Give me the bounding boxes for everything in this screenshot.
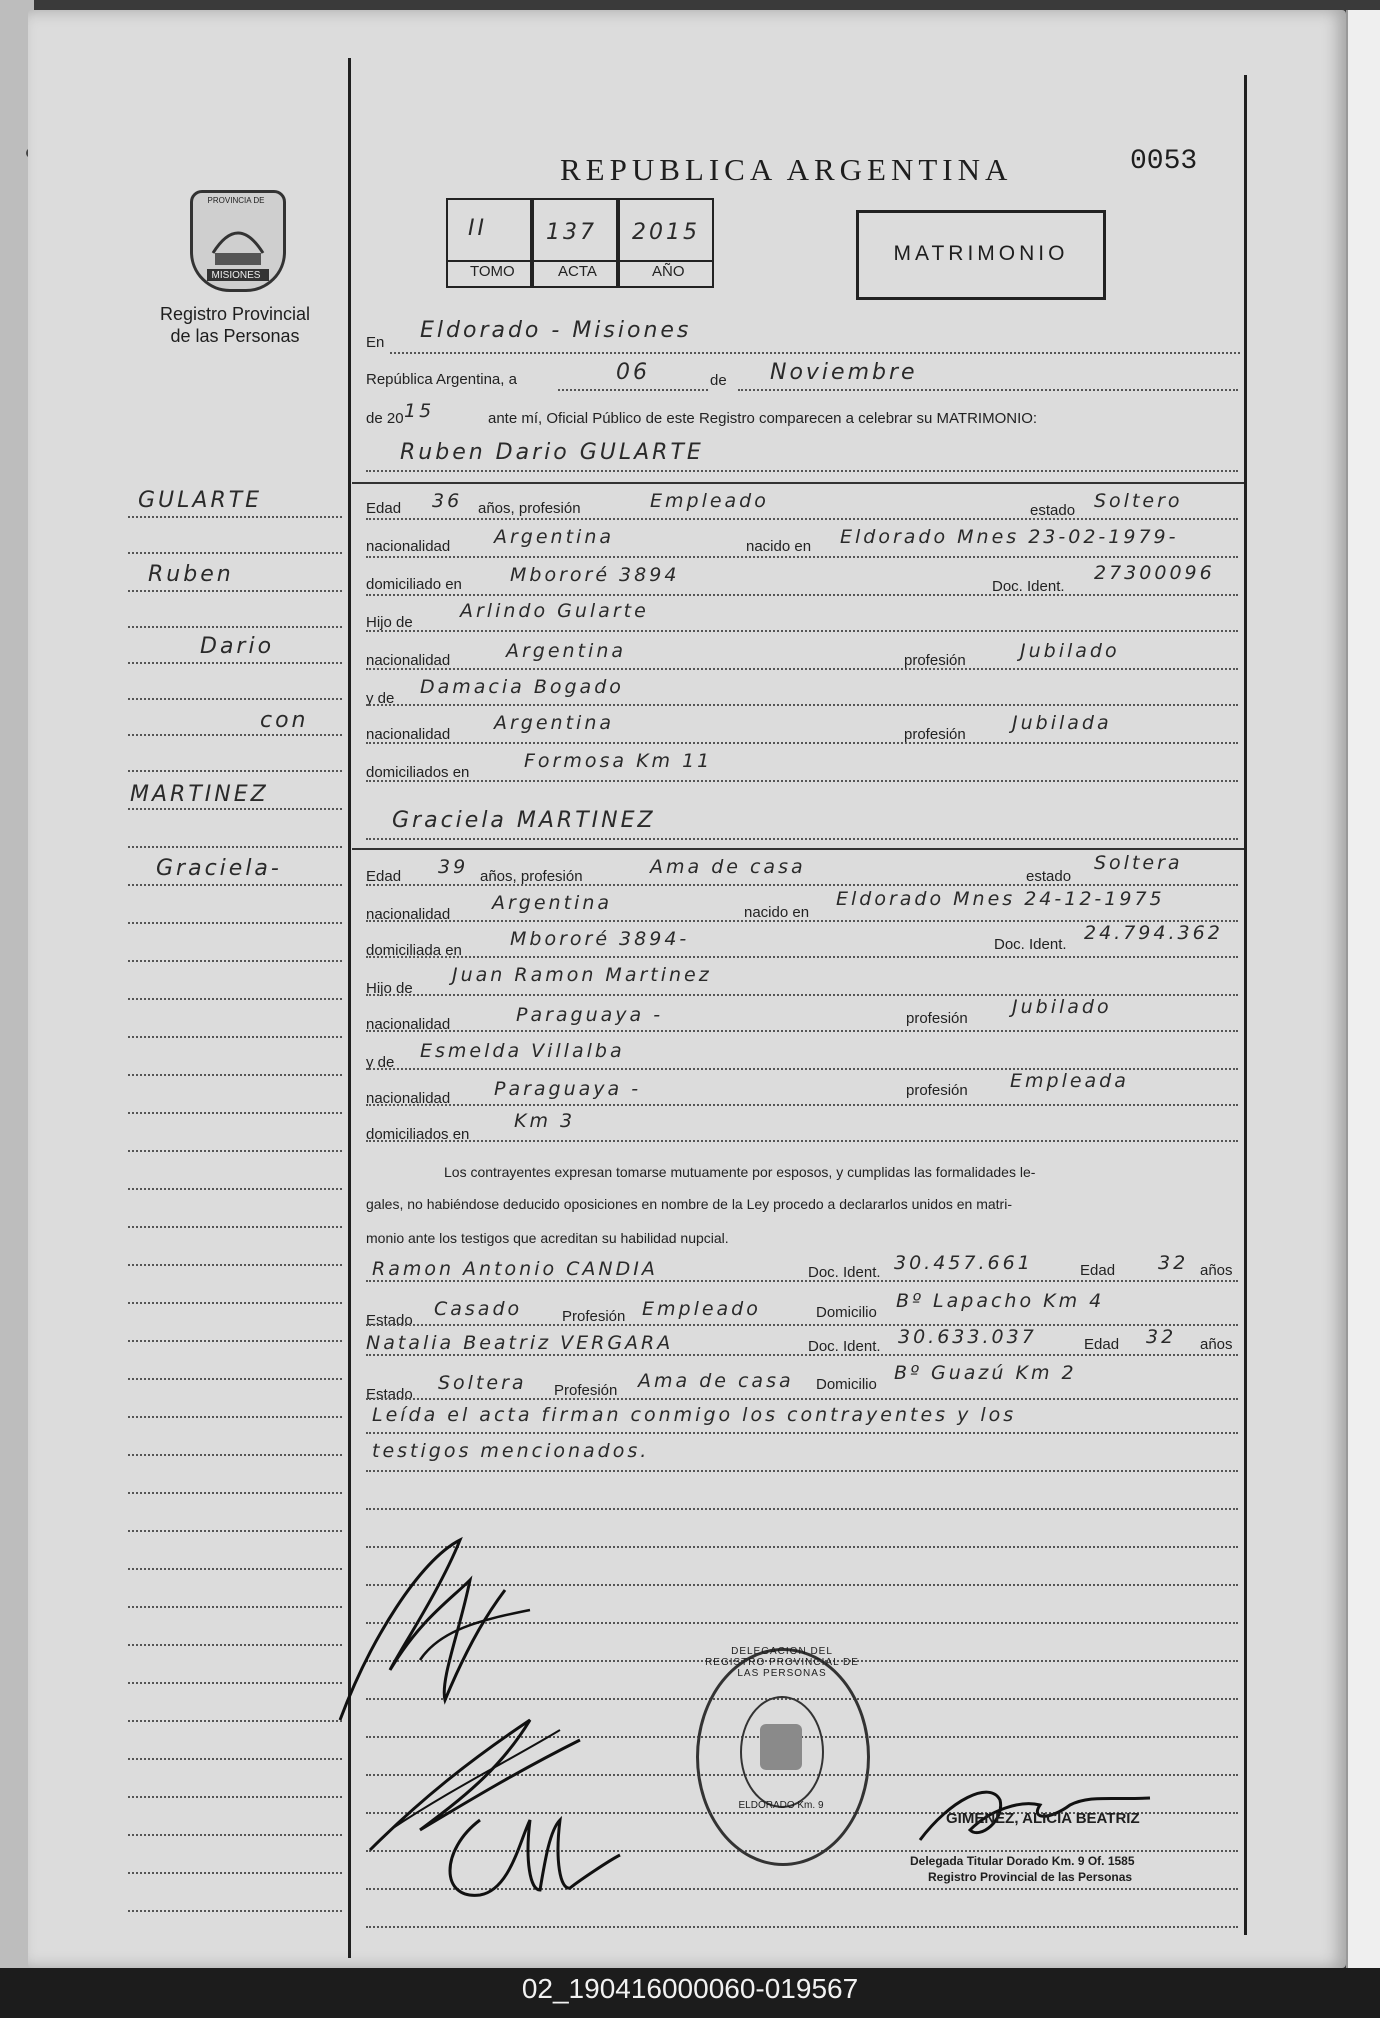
bride-madre-prof-label: profesión (906, 1082, 968, 1099)
seal-inner-text: ELDORADO Km. 9 (738, 1800, 824, 1811)
witness-2-profesion: Ama de casa (638, 1370, 794, 1392)
witness-2-doc: 30.633.037 (898, 1326, 1037, 1348)
witness-1-profesion: Empleado (642, 1298, 761, 1320)
bride-yde-label: y de (366, 1054, 395, 1071)
margin-note-1: GULARTE (138, 488, 263, 513)
signature-witness-1 (420, 1800, 640, 1910)
groom-padre-prof-label: profesión (904, 652, 966, 669)
bride-dom-label: domiciliada en (366, 942, 462, 959)
groom-padre-nac-label: nacionalidad (366, 652, 451, 669)
bride-estado-label: estado (1026, 868, 1072, 885)
groom-domicilio: Mbororé 3894 (510, 564, 680, 586)
groom-nac-label: nacionalidad (366, 538, 451, 555)
bride-padres-dom: Km 3 (514, 1110, 576, 1132)
groom-edad: 36 (432, 490, 463, 512)
witness-1-estado: Casado (434, 1298, 523, 1320)
country-title: REPUBLICA ARGENTINA (560, 152, 1013, 187)
margin-note-3: Dario (200, 634, 275, 659)
groom-padres-dom: Formosa Km 11 (524, 750, 713, 772)
bride-padre-nac: Paraguaya - (516, 1004, 664, 1026)
republica-label: República Argentina, a (366, 371, 517, 388)
day: 06 (616, 360, 650, 385)
bride-edad: 39 (438, 856, 469, 878)
tomo-label: TOMO (470, 263, 515, 280)
year-suffix: 15 (404, 400, 435, 422)
groom-estado: Soltero (1094, 490, 1183, 512)
bride-name: Graciela MARTINEZ (392, 808, 656, 833)
official-role: Delegada Titular Dorado Km. 9 Of. 1585 (910, 1854, 1135, 1868)
groom-profesion-label: años, profesión (478, 500, 581, 517)
month: Noviembre (770, 360, 918, 385)
groom-edad-label: Edad (366, 500, 402, 517)
bride-madre-nac-label: nacionalidad (366, 1090, 451, 1107)
groom-madre-prof: Jubilada (1012, 712, 1112, 734)
closing-line-1: Leída el acta firman conmigo los contrayentes y los (372, 1404, 1017, 1426)
ante-text: ante mí, Oficial Público de este Registro comparecen a celebrar su MATRIMONIO: (488, 410, 1038, 427)
margin-note-6: Graciela- (156, 856, 282, 881)
en-label: En (366, 334, 385, 351)
witness-2-domicilio-label: Domicilio (816, 1376, 877, 1393)
groom-madre-nac-label: nacionalidad (366, 726, 451, 743)
page-edges (1346, 10, 1380, 1968)
witness-1-estado-label: Estado (366, 1312, 413, 1329)
witness-1-edad: 32 (1158, 1252, 1189, 1274)
image-id: 02_190416000060-019567 (521, 1973, 859, 2004)
groom-padre-prof: Jubilado (1020, 640, 1120, 662)
witness-2-doc-label: Doc. Ident. (808, 1338, 881, 1355)
groom-padre-nac: Argentina (506, 640, 627, 662)
witness-2-profesion-label: Profesión (554, 1382, 618, 1399)
groom-nacido: Eldorado Mnes 23-02-1979- (840, 526, 1179, 548)
witness-1-domicilio: Bº Lapacho Km 4 (896, 1290, 1105, 1312)
witness-1-profesion-label: Profesión (562, 1308, 626, 1325)
groom-yde-label: y de (366, 690, 395, 707)
witness-2-domicilio: Bº Guazú Km 2 (894, 1362, 1077, 1384)
right-column-rule (1244, 75, 1247, 1935)
witness-1-edad-label: Edad (1080, 1262, 1116, 1279)
groom-hijo-label: Hijo de (366, 614, 413, 631)
groom-madre: Damacia Bogado (420, 676, 624, 698)
margin-note-5: MARTINEZ (130, 782, 269, 807)
witness-1-name: Ramon Antonio CANDIA (372, 1258, 658, 1280)
groom-name: Ruben Dario GULARTE (400, 440, 704, 465)
formula-line-2: gales, no habiéndose deducido oposiciones en nombre de la Ley procedo a declararlos unidos en matri- (366, 1196, 1012, 1212)
witness-2-edad-label: Edad (1084, 1336, 1120, 1353)
official-institution: Registro Provincial de las Personas (928, 1870, 1133, 1884)
de20-label: de 20 (366, 410, 404, 427)
seal-ring-text: DELEGACION DEL REGISTRO PROVINCIAL DE LAS PERSONAS (705, 1646, 859, 1679)
groom-padres-dom-label: domiciliados en (366, 764, 470, 781)
witness-1-doc-label: Doc. Ident. (808, 1264, 881, 1281)
groom-padre: Arlindo Gularte (460, 600, 649, 622)
bride-doc-label: Doc. Ident. (994, 936, 1067, 953)
acta-value: 137 (546, 220, 597, 245)
groom-doc-label: Doc. Ident. (992, 578, 1065, 595)
bride-padre: Juan Ramon Martinez (452, 964, 712, 986)
witness-2-name: Natalia Beatriz VERGARA (366, 1332, 674, 1354)
seal-emblem (760, 1724, 802, 1770)
groom-nac: Argentina (494, 526, 615, 548)
de-label: de (710, 372, 727, 389)
bride-doc: 24.794.362 (1084, 922, 1223, 944)
bride-madre-prof: Empleada (1010, 1070, 1129, 1092)
bride-profesion: Ama de casa (650, 856, 806, 878)
margin-note-2: Ruben (148, 562, 234, 587)
bride-padre-prof-label: profesión (906, 1010, 968, 1027)
emblem-bottom-text: MISIONES (211, 270, 261, 281)
witness-1-domicilio-label: Domicilio (816, 1304, 877, 1321)
place: Eldorado - Misiones (420, 318, 692, 343)
witness-1-doc: 30.457.661 (894, 1252, 1033, 1274)
section-divider (352, 848, 1244, 850)
emblem-top-text: PROVINCIA DE (207, 196, 265, 205)
bride-nacido: Eldorado Mnes 24-12-1975 (836, 888, 1165, 910)
tomo-value: II (468, 216, 487, 241)
bride-madre: Esmelda Villalba (420, 1040, 625, 1062)
groom-madre-nac: Argentina (494, 712, 615, 734)
bride-padre-nac-label: nacionalidad (366, 1016, 451, 1033)
margin-note-4: con (260, 708, 309, 733)
registry-name-1: Registro Provincial (159, 304, 311, 324)
witness-2-anos-label: años (1200, 1336, 1233, 1353)
place-line (390, 352, 1240, 354)
groom-dom-label: domiciliado en (366, 576, 462, 593)
groom-doc: 27300096 (1094, 562, 1215, 584)
bride-madre-nac: Paraguaya - (494, 1078, 642, 1100)
official-name: GIMENEZ, ALICIA BEATRIZ (946, 1810, 1140, 1827)
groom-estado-label: estado (1030, 502, 1076, 519)
groom-nacido-label: nacido en (746, 538, 812, 555)
section-divider (352, 482, 1244, 484)
ano-value: 2015 (632, 220, 700, 245)
bride-edad-label: Edad (366, 868, 402, 885)
acta-label: ACTA (558, 263, 597, 280)
folio-number: 0053 (1130, 146, 1198, 177)
formula-line-3: monio ante los testigos que acreditan su habilidad nupcial. (366, 1230, 729, 1246)
bride-hijo-label: Hijo de (366, 980, 413, 997)
bride-domicilio: Mbororé 3894- (510, 928, 690, 950)
witness-2-estado-label: Estado (366, 1386, 413, 1403)
registry-name-2: de las Personas (170, 326, 300, 346)
witness-1-anos-label: años (1200, 1262, 1233, 1279)
groom-madre-prof-label: profesión (904, 726, 966, 743)
ano-label: AÑO (652, 263, 685, 280)
bride-estado: Soltera (1094, 852, 1183, 874)
witness-2-estado: Soltera (438, 1372, 527, 1394)
bride-nac: Argentina (492, 892, 613, 914)
witness-2-edad: 32 (1146, 1326, 1177, 1348)
closing-line-2: testigos mencionados. (372, 1440, 650, 1462)
bride-nac-label: nacionalidad (366, 906, 451, 923)
groom-profesion: Empleado (650, 490, 769, 512)
bride-padre-prof: Jubilado (1012, 996, 1112, 1018)
act-type: MATRIMONIO (893, 242, 1069, 265)
bride-padres-dom-label: domiciliados en (366, 1126, 470, 1143)
bride-nacido-label: nacido en (744, 904, 810, 921)
formula-line-1: Los contrayentes expresan tomarse mutuamente por esposos, y cumplidas las formalidades le- (444, 1164, 1036, 1180)
bride-profesion-label: años, profesión (480, 868, 583, 885)
